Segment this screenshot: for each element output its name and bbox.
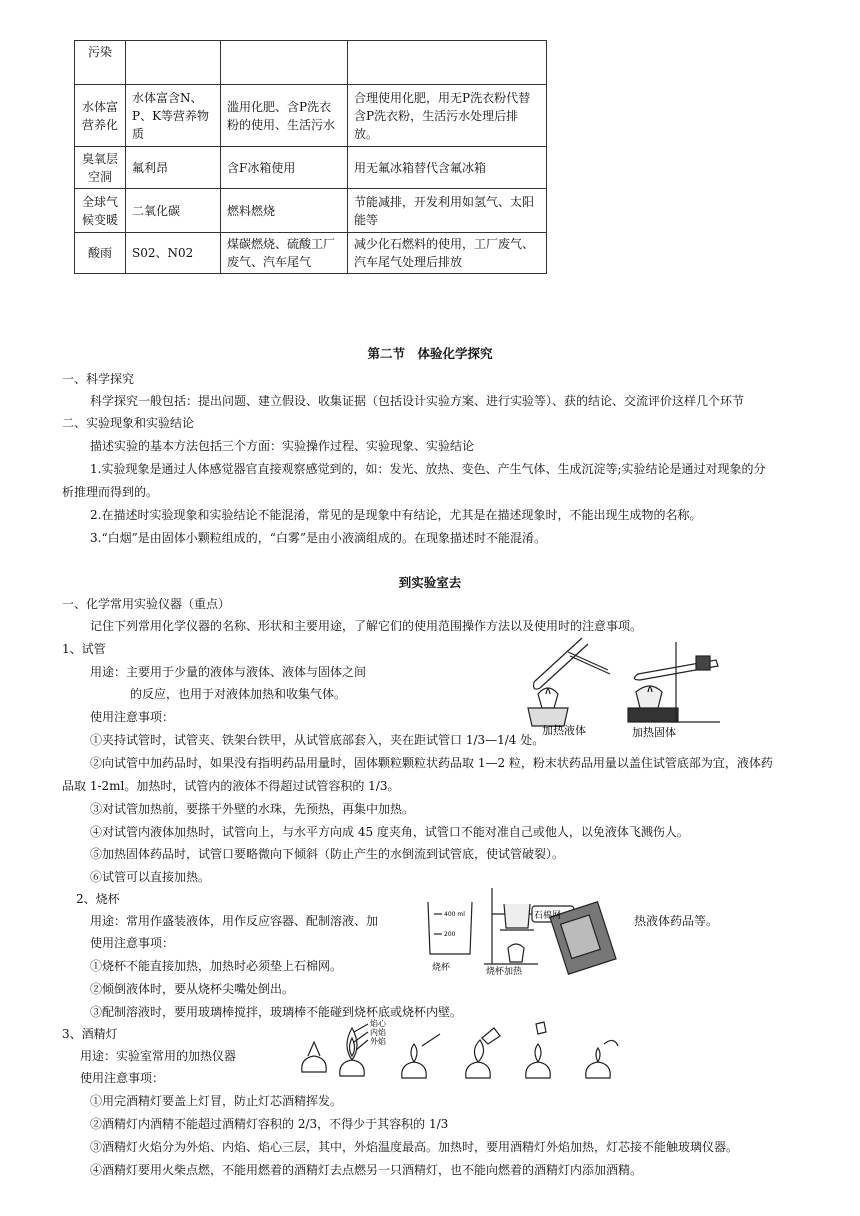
note: ①用完酒精灯要盖上灯冒，防止灯芯酒精挥发。: [90, 1094, 343, 1108]
table-row: [75, 41, 547, 85]
fig-label-solid: 加热固体: [632, 726, 676, 739]
paragraph: 的反应，也用于对液体加热和收集气体。: [130, 687, 347, 701]
table-cell: 臭氧层空洞: [75, 147, 126, 189]
table-cell: [221, 41, 348, 85]
table-cell: 酸雨: [75, 233, 126, 274]
table-cell: 氟利昂: [126, 147, 221, 189]
note: ⑤加热固体药品时，试管口要略微向下倾斜（防止产生的水倒流到试管底，使试管破裂）。: [90, 847, 565, 861]
fig-label-beaker-heat: 烧杯加热: [486, 967, 523, 976]
paragraph: 记住下列常用化学仪器的名称、形状和主要用途，了解它们的使用范围操作方法以及使用时的注意事项。: [90, 619, 643, 633]
fig-mark-200: 200: [444, 931, 456, 938]
table-row: [75, 233, 547, 274]
pollution-table: [74, 40, 547, 274]
table-cell: 污染: [75, 41, 126, 85]
table-cell: 滥用化肥、含P洗衣粉的使用、生活污水: [221, 85, 348, 147]
fig-label-core: 焰心: [370, 1019, 386, 1028]
heading-phenomena: 二、实验现象和实验结论: [62, 416, 195, 430]
table-cell: 节能减排，开发利用如氢气、太阳能等: [348, 189, 547, 233]
alcohol-lamp-illustration: [296, 1016, 636, 1086]
table-cell: 减少化石燃料的使用，工厂废气、汽车尾气处理后排放: [348, 233, 547, 274]
note: ②向试管中加药品时，如果没有指明药品用量时，固体颗粒颗粒状药品取 1—2 粒，粉末状药品用量以盖住试管底部为宜，液体药: [90, 756, 773, 770]
paragraph: 使用注意事项：: [90, 936, 175, 950]
paragraph: 用途：常用作盛装液体，用作反应容器、配制溶液、加: [90, 914, 379, 928]
test-tube-heating-illustration: [520, 630, 730, 740]
paragraph: 用途：主要用于少量的液体与液体、液体与固体之间: [90, 665, 367, 679]
paragraph: 热液体药品等。: [634, 914, 719, 928]
note: ①夹持试管时，试管夹、铁架台铁甲，从试管底部套入，夹在距试管口 1/3—1/4 处。: [90, 733, 545, 747]
paragraph: 描述实验的基本方法包括三个方面：实验操作过程、实验现象、实验结论: [90, 439, 475, 453]
table-cell: 用无氟冰箱替代含氟冰箱: [348, 147, 547, 189]
note: ④对试管内液体加热时，试管向上，与水平方向成 45 度夹角，试管口不能对准自己或他人，以免液体飞溅伤人。: [90, 825, 689, 839]
table-cell: 燃料燃烧: [221, 189, 348, 233]
fig-label-liquid: 加热液体: [542, 724, 586, 737]
table-cell: 水体富营养化: [75, 85, 126, 147]
heading-instruments: 一、化学常用实验仪器（重点）: [62, 597, 231, 611]
fig-label-outer: 外焰: [370, 1037, 386, 1046]
table-cell: 全球气候变暖: [75, 189, 126, 233]
table-cell: 二氧化碳: [126, 189, 221, 233]
table-cell: 含F冰箱使用: [221, 147, 348, 189]
table-cell: [126, 41, 221, 85]
paragraph: 2.在描述时实验现象和实验结论不能混淆，常见的是现象中有结论，尤其是在描述现象时，不能出现生成物的名称。: [90, 508, 702, 522]
note: ①烧杯不能直接加热，加热时必须垫上石棉网。: [90, 959, 343, 973]
note: ②倾倒液体时，要从烧杯尖嘴处倒出。: [90, 982, 295, 996]
table-cell: [348, 41, 547, 85]
fig-label-beaker: 烧杯: [432, 963, 451, 973]
note: ③对试管加热前，要搽干外壁的水珠，先预热，再集中加热。: [90, 802, 415, 816]
note: ④酒精灯要用火柴点燃，不能用燃着的酒精灯去点燃另一只酒精灯，也不能向燃着的酒精灯内添加酒精。: [90, 1163, 643, 1177]
paragraph: 用途：实验室常用的加热仪器: [80, 1049, 237, 1063]
paragraph: 科学探究一般包括：提出问题、建立假设、收集证据（包括设计实验方案、进行实验等）、获的结论、交流评价这样几个环节: [90, 394, 745, 408]
heading-alcohol-lamp: 3、酒精灯: [62, 1027, 118, 1041]
table-row: [75, 85, 547, 147]
table-cell: 水体富含N、P、K等营养物质: [126, 85, 221, 147]
table-cell: 煤碳燃烧、硫酸工厂废气、汽车尾气: [221, 233, 348, 274]
note: ②酒精灯内酒精不能超过酒精灯容积的 2/3，不得少于其容积的 1/3: [90, 1117, 449, 1131]
heading-beaker: 2、烧杯: [76, 892, 120, 906]
note: ③配制溶液时，要用玻璃棒搅拌，玻璃棒不能碰到烧杯底或烧杯内壁。: [90, 1005, 463, 1019]
table-row: [75, 147, 547, 189]
fig-mark-400: 400 ml: [444, 911, 465, 918]
heading-test-tube: 1、试管: [62, 642, 106, 656]
paragraph: 1.实验现象是通过人体感觉器官直接观察感觉到的，如：发光、放热、变色、产生气体、生成沉淀等;实验结论是通过对现象的分: [90, 462, 766, 476]
table-cell: 合理使用化肥，用无P洗衣粉代替含P洗衣粉，生活污水处理后排放。: [348, 85, 547, 147]
section-title: 第二节 体验化学探究: [367, 346, 493, 361]
beaker-illustration: [420, 884, 620, 976]
test-tube-figure: [520, 630, 730, 740]
note: 品取 1-2ml。加热时，试管内的液体不得超过试管容积的 1/3。: [62, 779, 400, 793]
paragraph: 使用注意事项：: [80, 1071, 165, 1085]
paragraph: 3.“白烟”是由固体小颗粒组成的，“白雾”是由小液滴组成的。在现象描述时不能混淆。: [90, 531, 546, 545]
alcohol-lamp-figure: [296, 1016, 636, 1086]
fig-label-inner: 内焰: [370, 1028, 386, 1037]
heading-science-inquiry: 一、科学探究: [62, 372, 135, 386]
beaker-figure: [420, 884, 620, 976]
paragraph: 使用注意事项：: [90, 710, 175, 724]
note: ③酒精灯火焰分为外焰、内焰、焰心三层，其中，外焰温度最高。加热时，要用酒精灯外焰加热，灯芯接不能触玻璃仪器。: [90, 1140, 739, 1154]
note: ⑥试管可以直接加热。: [90, 870, 211, 884]
table-row: [75, 189, 547, 233]
paragraph: 析推理而得到的。: [62, 485, 159, 499]
fig-label-gauze: 石棉网: [534, 911, 562, 921]
table-cell: S02、N02: [126, 233, 221, 274]
section-title: 到实验室去: [398, 575, 462, 590]
